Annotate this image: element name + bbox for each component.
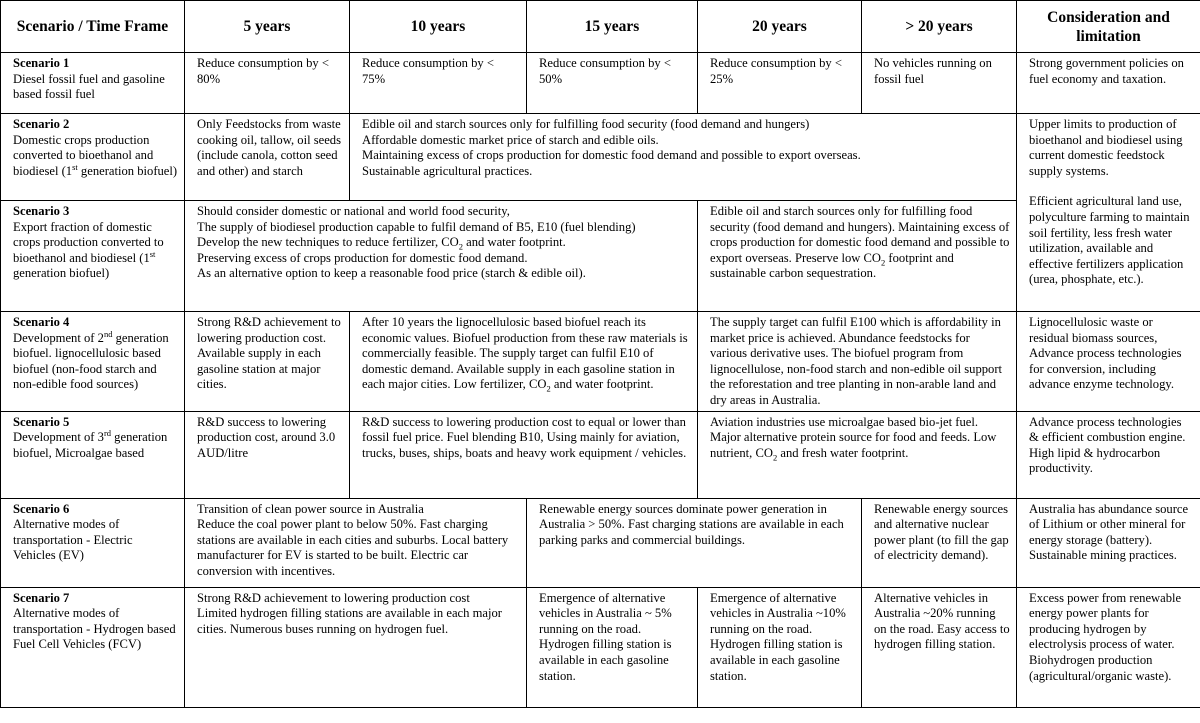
scenario-4-name: Scenario 4 [13, 315, 70, 329]
scenario-7-20-years: Emergence of alternative vehicles in Australia ~10% running on the road. Hydrogen filling station is available in each gasoline station. [698, 587, 862, 707]
header-consideration: Consideration and limitation [1017, 1, 1200, 53]
scenario-7-over-20-years: Alternative vehicles in Australia ~20% running on the road. Easy access to hydrogen filling station. [862, 587, 1017, 707]
scenario-2-desc: Domestic crops production converted to bioethanol and biodiesel (1st generation biofuel) [13, 132, 178, 178]
scenario-5-5-years: R&D success to lowering production cost, around 3.0 AUD/litre [185, 411, 350, 498]
scenario-4-row [1, 312, 1200, 412]
scenario-4-label [1, 312, 185, 412]
header-15-years: 15 years [527, 1, 698, 53]
scenario-5-10-to-15-years: R&D success to lowering production cost to equal or lower than fossil fuel price. Fuel blending B10, Using mainly for aviation, trucks, buses, ships, boats and heavy work equipment / vehicles. [350, 411, 698, 498]
scenario-7-row [1, 587, 1200, 707]
scenario-3-desc: Export fraction of domestic crops production converted to bioethanol and biodiesel (1st generation biofuel) [13, 219, 164, 281]
header-5-years: 5 years [185, 1, 350, 53]
header-over-20-years: > 20 years [862, 1, 1017, 53]
scenario-6-name: Scenario 6 [13, 501, 70, 516]
scenario-6-15-to-20-years: Renewable energy sources dominate power generation in Australia > 50%. Fast charging stations are available in each parking parks and commercial buildings. [527, 498, 862, 587]
scenario-6-over-20-years: Renewable energy sources and alternative nuclear power plant (to fill the gap of electricity demand). [862, 498, 1017, 587]
scenario-5-consideration: Advance process technologies & efficient combustion engine. High lipid & hydrocarbon productivity. [1017, 411, 1200, 498]
scenario-5-20-to-20-plus-years: Aviation industries use microalgae based bio-jet fuel. Major alternative protein source for food and feeds. Low nutrient, $CO_2$ and fresh water footprint. [698, 411, 1017, 498]
header-row [1, 1, 1200, 53]
scenario-5-desc: Development of 3rd generation biofuel, Microalgae based [13, 427, 168, 460]
scenario-4-20-to-20-plus-years: The supply target can fulfil E100 which is affordability in market price is achieved. Abundance feedstocks for various derivative uses. The biofuel program from lignocellulose, non-food starch and non-edible oil support the reforestation and tree planting in non-arable land and dry areas in Australia. [698, 312, 1017, 412]
scenario-3-5-to-15-years: Should consider domestic or national and world food security, The supply of biodiesel production capable to fulfil demand of B5, E10 (fuel blending) Develop the new techniques to reduce fertilizer, $CO_2$ and water footprint. Preserving excess of crops production for domestic food demand. As an alternative option to keep a reasonable food price (starch & edible oil). [185, 201, 698, 312]
scenario-6-label [1, 498, 185, 587]
scenario-2-5-years: Only Feedstocks from waste cooking oil, tallow, oil seeds (include canola, cotton seed and other) and starch [185, 114, 350, 201]
scenario-1-5-years: Reduce consumption by < 80% [185, 53, 350, 114]
scenario-2-10-to-20-plus-years: Edible oil and starch sources only for fulfilling food security (food demand and hungers) Affordable domestic market price of starch and edible oils. Maintaining excess of crops production for domestic food demand and possible to export overseas. Sustainable agricultural practices. [350, 114, 1017, 201]
scenario-6-5-to-10-years: Transition of clean power source in Australia Reduce the coal power plant to below 50%. Fast charging stations are available in each cities and suburbs. Local battery manufacturer for EV is started to be built. Electric car conversion with incentives. [185, 498, 527, 587]
scenario-7-desc: Alternative modes of transportation - Hydrogen based Fuel Cell Vehicles (FCV) [13, 606, 176, 652]
scenario-7-label [1, 587, 185, 707]
scenario-3-name: Scenario 3 [13, 204, 70, 218]
scenario-3-label [1, 201, 185, 312]
scenario-7-name: Scenario 7 [13, 590, 70, 605]
scenario-1-name: Scenario 1 [13, 56, 70, 70]
scenario-1-desc: Diesel fossil fuel and gasoline based fossil fuel [13, 71, 165, 102]
scenario-4-10-to-15-years: After 10 years the lignocellulosic based biofuel reach its economic values. Biofuel production from these raw materials is commercially feasible. The supply target can fulfil E10 of domestic demand. Available supply in each gasoline station in each major cities. Low fertilizer, $CO_2$ and water footprint. [350, 312, 698, 412]
scenario-1-20-years: Reduce consumption by < 25% [698, 53, 862, 114]
header-10-years: 10 years [350, 1, 527, 53]
scenario-7-5-to-10-years: Strong R&D achievement to lowering production cost Limited hydrogen filling stations are available in each major cities. Numerous buses running on hydrogen fuel. [185, 587, 527, 707]
scenario-3-20-to-20-plus-years: Edible oil and starch sources only for fulfilling food security (food demand and hungers). Maintaining excess of crops production for domestic food demand and possible to export overseas. Preserve low $CO_2$ footprint and sustainable carbon sequestration. [698, 201, 1017, 312]
scenario-7-15-years: Emergence of alternative vehicles in Australia ~ 5% running on the road. Hydrogen filling station is available in each gasoline station. [527, 587, 698, 707]
scenario-4-consideration: Lignocellulosic waste or residual biomass sources, Advance process technologies for conversion, including advance enzyme technology. [1017, 312, 1200, 412]
scenario-4-desc: Development of 2nd generation biofuel. lignocellulosic based biofuel (non-food starch and non-edible food sources) [13, 328, 169, 392]
scenario-7-consideration: Excess power from renewable energy power plants for producing hydrogen by electrolysis process of water. Biohydrogen production (agricultural/organic waste). [1017, 587, 1200, 707]
scenario-1-consideration: Strong government policies on fuel economy and taxation. [1017, 53, 1200, 114]
scenario-2-3-consideration: Upper limits to production of bioethanol and biodiesel using current domestic feedstock supply systems. Efficient agricultural land use, polyculture farming to maintain soil fertility, less fresh water utilization, available and effective fertilizers application (urea, phosphate, etc.). [1017, 114, 1200, 312]
scenario-5-name: Scenario 5 [13, 414, 70, 429]
scenario-5-row [1, 411, 1200, 498]
scenario-6-row [1, 498, 1200, 587]
scenario-1-15-years: Reduce consumption by < 50% [527, 53, 698, 114]
header-20-years: 20 years [698, 1, 862, 53]
scenario-1-label [1, 53, 185, 114]
scenario-2-label [1, 114, 185, 201]
scenario-5-label [1, 411, 185, 498]
scenario-6-desc: Alternative modes of transportation - Electric Vehicles (EV) [13, 517, 133, 563]
scenario-1-row [1, 53, 1200, 114]
scenario-6-consideration: Australia has abundance source of Lithium or other mineral for energy storage (battery). Sustainable mining practices. [1017, 498, 1200, 587]
scenario-4-5-years: Strong R&D achievement to lowering production cost. Available supply in each gasoline station at major cities. [185, 312, 350, 412]
scenario-1-10-years: Reduce consumption by < 75% [350, 53, 527, 114]
scenario-1-over-20-years: No vehicles running on fossil fuel [862, 53, 1017, 114]
scenario-2-name: Scenario 2 [13, 117, 70, 131]
header-scenario: Scenario / Time Frame [1, 1, 185, 53]
scenario-2-row [1, 114, 1200, 201]
